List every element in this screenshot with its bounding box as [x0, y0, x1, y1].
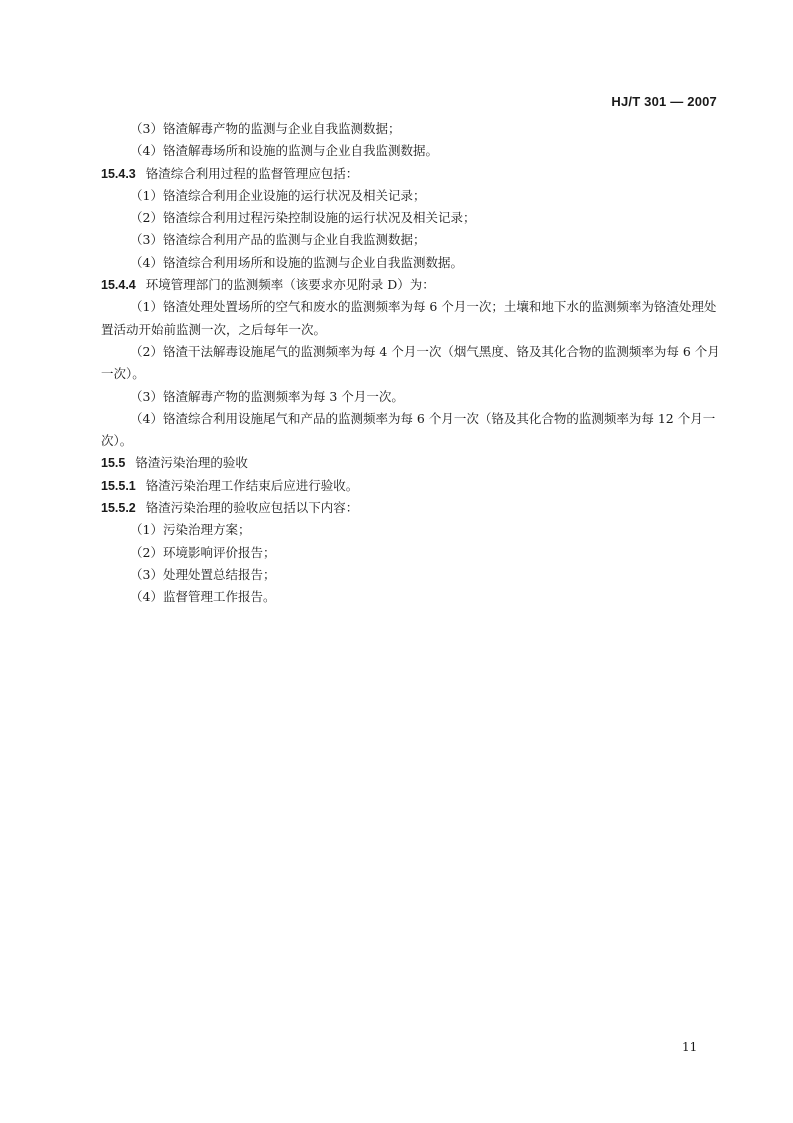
section-number: 15.5.2 — [101, 501, 136, 516]
section-heading-15-4-3 — [101, 163, 721, 185]
list-item: （3）处理处置总结报告； — [130, 566, 276, 582]
list-item: （2）环境影响评价报告； — [130, 544, 276, 560]
section-text: 铬渣污染治理的验收应包括以下内容： — [145, 500, 359, 516]
page-number: 11 — [682, 1040, 698, 1054]
paragraph: （2）铬渣干法解毒设施尾气的监测频率为每 4 个月一次（烟气黑度、铬及其化合物的监测频率为每 6 个月一次）。 — [101, 343, 720, 382]
list-item: （4）铬渣综合利用场所和设施的监测与企业自我监测数据。 — [130, 254, 463, 270]
list-item: （4）监督管理工作报告。 — [130, 589, 276, 605]
section-number: 15.5 — [101, 456, 126, 471]
standard-code: HJ/T 301 — 2007 — [611, 94, 717, 109]
section-heading-15-5 — [101, 452, 721, 474]
paragraph: （1）铬渣处理处置场所的空气和废水的监测频率为每 6 个月一次；土壤和地下水的监测频率为铬渣处理处置活动开始前监测一次，之后每年一次。 — [101, 299, 717, 337]
section-text: 铬渣综合利用过程的监督管理应包括： — [145, 165, 359, 181]
section-number: 15.4.4 — [101, 278, 136, 293]
section-number: 15.5.1 — [101, 478, 136, 493]
section-heading-15-4-4 — [101, 274, 721, 296]
section-heading-15-5-1 — [101, 475, 721, 497]
list-item: （3）铬渣解毒产物的监测频率为每 3 个月一次。 — [130, 388, 404, 404]
section-text: 铬渣污染治理工作结束后应进行验收。 — [145, 477, 359, 493]
list-item: （4）铬渣解毒场所和设施的监测与企业自我监测数据。 — [130, 143, 438, 159]
document-body — [101, 118, 721, 609]
section-number: 15.4.3 — [101, 166, 136, 181]
list-item: （1）污染治理方案； — [130, 522, 251, 538]
paragraph: （4）铬渣综合利用设施尾气和产品的监测频率为每 6 个月一次（铬及其化合物的监测频率为每 12 个月一次）。 — [101, 410, 716, 449]
list-item: （3）铬渣解毒产物的监测与企业自我监测数据； — [130, 121, 401, 136]
section-text: 环境管理部门的监测频率（该要求亦见附录 D）为： — [145, 277, 435, 293]
list-item: （2）铬渣综合利用过程污染控制设施的运行状况及相关记录； — [130, 210, 476, 226]
section-heading-15-5-2 — [101, 497, 721, 519]
list-item: （1）铬渣综合利用企业设施的运行状况及相关记录； — [130, 187, 426, 203]
section-text: 铬渣污染治理的验收 — [135, 455, 248, 471]
list-item: （3）铬渣综合利用产品的监测与企业自我监测数据； — [130, 232, 426, 248]
